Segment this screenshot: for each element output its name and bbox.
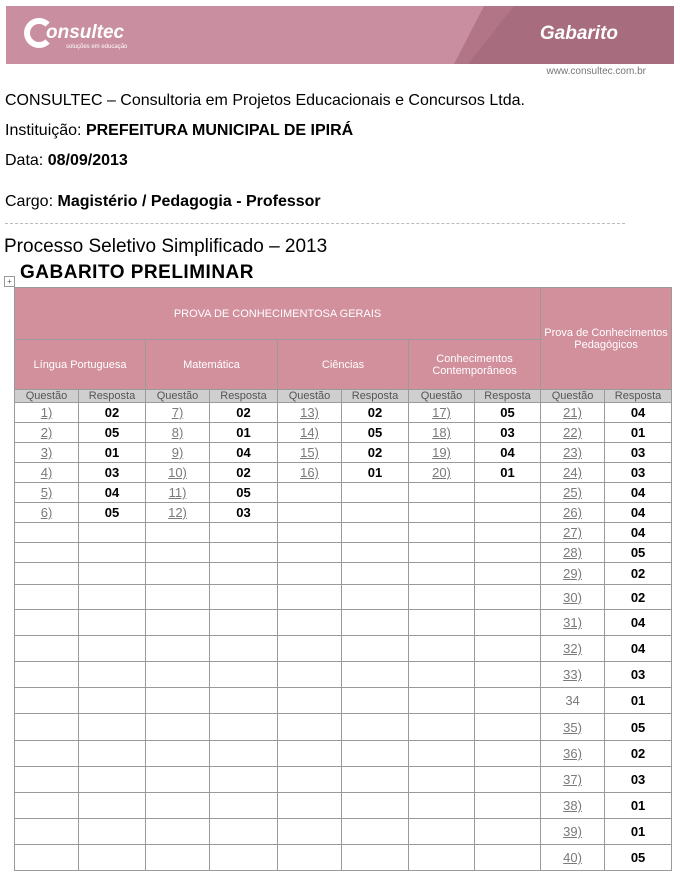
question-number — [15, 688, 79, 714]
col-question: Questão — [278, 390, 342, 403]
question-number — [409, 662, 475, 688]
question-number — [278, 523, 342, 543]
question-number — [409, 483, 475, 503]
question-number[interactable]: 20) — [409, 463, 475, 483]
question-number — [146, 819, 210, 845]
table-row — [15, 845, 672, 871]
section-mathematics: Matemática — [146, 340, 278, 390]
question-number[interactable]: 9) — [146, 443, 210, 463]
answer-value — [342, 767, 409, 793]
question-number — [278, 845, 342, 871]
question-number — [15, 610, 79, 636]
answer-value: 01 — [342, 463, 409, 483]
question-number[interactable]: 27) — [541, 523, 605, 543]
table-row — [15, 688, 672, 714]
question-number — [15, 741, 79, 767]
answer-value — [79, 523, 146, 543]
question-number — [409, 845, 475, 871]
question-number — [278, 662, 342, 688]
question-number — [409, 688, 475, 714]
answer-value — [475, 483, 541, 503]
answer-value — [475, 636, 541, 662]
answer-value: 01 — [475, 463, 541, 483]
question-number — [15, 793, 79, 819]
answer-value — [475, 741, 541, 767]
answer-value: 01 — [605, 423, 672, 443]
table-row — [15, 819, 672, 845]
question-number[interactable]: 33) — [541, 662, 605, 688]
col-question: Questão — [541, 390, 605, 403]
role-line — [5, 193, 321, 211]
question-number — [409, 503, 475, 523]
answer-value — [79, 563, 146, 585]
answer-value — [342, 563, 409, 585]
question-number — [409, 523, 475, 543]
answer-value: 05 — [210, 483, 278, 503]
answer-value — [210, 845, 278, 871]
answer-value — [342, 688, 409, 714]
role-label: Cargo: — [5, 193, 54, 210]
question-number — [15, 819, 79, 845]
question-number[interactable]: 23) — [541, 443, 605, 463]
answer-value — [475, 819, 541, 845]
question-number — [278, 503, 342, 523]
institution-label: Instituição: — [5, 122, 82, 139]
answer-value: 02 — [342, 443, 409, 463]
answer-value: 02 — [605, 741, 672, 767]
answer-value — [475, 610, 541, 636]
answer-value: 05 — [475, 403, 541, 423]
answer-value — [79, 543, 146, 563]
answer-value: 04 — [605, 503, 672, 523]
role-value: Magistério / Pedagogia - Professor — [57, 193, 321, 210]
question-number[interactable]: 29) — [541, 563, 605, 585]
table-row — [15, 662, 672, 688]
question-number[interactable]: 22) — [541, 423, 605, 443]
table-row — [15, 423, 672, 443]
answer-value — [210, 793, 278, 819]
answer-value — [210, 523, 278, 543]
answer-value: 03 — [475, 423, 541, 443]
question-number[interactable]: 6) — [15, 503, 79, 523]
table-row — [15, 543, 672, 563]
answer-value — [210, 714, 278, 741]
question-number[interactable]: 25) — [541, 483, 605, 503]
table-row — [15, 714, 672, 741]
question-number[interactable]: 40) — [541, 845, 605, 871]
question-number[interactable]: 30) — [541, 585, 605, 610]
question-number[interactable]: 18) — [409, 423, 475, 443]
question-number — [146, 662, 210, 688]
answer-value — [210, 543, 278, 563]
question-number[interactable]: 31) — [541, 610, 605, 636]
question-number[interactable]: 35) — [541, 714, 605, 741]
process-title: Processo Seletivo Simplificado – 2013 — [4, 236, 328, 257]
question-number — [278, 543, 342, 563]
question-number — [278, 563, 342, 585]
answer-value — [79, 767, 146, 793]
answer-value: 01 — [210, 423, 278, 443]
col-question: Questão — [409, 390, 475, 403]
question-number[interactable]: 21) — [541, 403, 605, 423]
col-answer: Resposta — [605, 390, 672, 403]
answer-value — [210, 819, 278, 845]
table-row — [15, 463, 672, 483]
answer-value — [342, 845, 409, 871]
question-number — [278, 688, 342, 714]
table-row — [15, 741, 672, 767]
question-number[interactable]: 14) — [278, 423, 342, 443]
answer-value — [342, 585, 409, 610]
question-number[interactable]: 19) — [409, 443, 475, 463]
answer-value: 05 — [605, 845, 672, 871]
answer-value — [475, 767, 541, 793]
table-move-handle-icon[interactable]: + — [4, 276, 15, 287]
question-number[interactable]: 34 — [541, 688, 605, 714]
answer-value — [342, 543, 409, 563]
question-number[interactable]: 3) — [15, 443, 79, 463]
question-number — [278, 819, 342, 845]
question-number — [146, 523, 210, 543]
question-number[interactable]: 12) — [146, 503, 210, 523]
question-number — [15, 543, 79, 563]
answer-value: 01 — [605, 819, 672, 845]
question-number[interactable]: 7) — [146, 403, 210, 423]
table-row — [15, 636, 672, 662]
question-number — [146, 741, 210, 767]
pedagogical-knowledge-header: Prova de Conhecimentos Pedagógicos — [541, 288, 672, 390]
table-row — [15, 563, 672, 585]
answer-value — [210, 662, 278, 688]
answer-value: 03 — [79, 463, 146, 483]
answer-key-table — [14, 287, 672, 871]
answer-value: 04 — [605, 610, 672, 636]
answer-value — [475, 585, 541, 610]
table-row — [15, 585, 672, 610]
logo-subtitle: soluções em educação — [66, 44, 128, 50]
answer-value: 04 — [605, 636, 672, 662]
answer-value — [79, 714, 146, 741]
answer-value: 04 — [475, 443, 541, 463]
answer-value — [210, 741, 278, 767]
question-number[interactable]: 15) — [278, 443, 342, 463]
question-number[interactable]: 11) — [146, 483, 210, 503]
question-number — [15, 767, 79, 793]
section-sciences: Ciências — [278, 340, 409, 390]
question-number[interactable]: 8) — [146, 423, 210, 443]
question-number[interactable]: 36) — [541, 741, 605, 767]
answer-value: 03 — [605, 767, 672, 793]
question-number — [278, 610, 342, 636]
general-knowledge-header: PROVA DE CONHECIMENTOSA GERAIS — [15, 288, 541, 340]
question-number — [409, 563, 475, 585]
question-number — [278, 636, 342, 662]
section-contemporary: Conhecimentos Contemporâneos — [409, 340, 541, 390]
question-number[interactable]: 2) — [15, 423, 79, 443]
header-banner — [6, 6, 674, 64]
answer-value — [210, 688, 278, 714]
question-number[interactable]: 5) — [15, 483, 79, 503]
table-row — [15, 523, 672, 543]
answer-value — [475, 523, 541, 543]
question-number[interactable]: 4) — [15, 463, 79, 483]
question-number[interactable]: 13) — [278, 403, 342, 423]
question-number — [278, 714, 342, 741]
answer-value — [79, 819, 146, 845]
answer-value — [342, 503, 409, 523]
answer-value — [475, 688, 541, 714]
question-number[interactable]: 16) — [278, 463, 342, 483]
answer-value — [210, 585, 278, 610]
answer-value: 03 — [605, 463, 672, 483]
question-number — [409, 636, 475, 662]
question-number[interactable]: 24) — [541, 463, 605, 483]
table-row — [15, 403, 672, 423]
answer-value — [210, 563, 278, 585]
date-value: 08/09/2013 — [47, 152, 128, 169]
answer-value: 05 — [79, 423, 146, 443]
answer-value: 05 — [342, 423, 409, 443]
question-number — [409, 714, 475, 741]
answer-value — [342, 714, 409, 741]
answer-value: 01 — [605, 793, 672, 819]
answer-value: 02 — [605, 563, 672, 585]
answer-value — [475, 793, 541, 819]
question-number — [278, 793, 342, 819]
question-number — [15, 662, 79, 688]
question-number — [15, 585, 79, 610]
divider — [5, 223, 625, 224]
question-number — [409, 741, 475, 767]
answer-value: 04 — [210, 443, 278, 463]
table-row — [15, 503, 672, 523]
institution-value: PREFEITURA MUNICIPAL DE IPIRÁ — [85, 122, 354, 139]
question-number — [15, 563, 79, 585]
company-line: CONSULTEC – Consultoria em Projetos Educacionais e Concursos Ltda. — [5, 92, 525, 109]
question-number — [409, 819, 475, 845]
answer-value: 04 — [79, 483, 146, 503]
institution-line — [5, 122, 353, 140]
question-number — [146, 563, 210, 585]
answer-value — [79, 610, 146, 636]
answer-value — [342, 483, 409, 503]
answer-value — [79, 585, 146, 610]
answer-value: 03 — [605, 662, 672, 688]
question-number — [15, 845, 79, 871]
answer-value — [342, 610, 409, 636]
question-number — [146, 793, 210, 819]
table-row — [15, 483, 672, 503]
col-answer: Resposta — [210, 390, 278, 403]
question-number[interactable]: 38) — [541, 793, 605, 819]
answer-value — [79, 741, 146, 767]
question-number — [278, 767, 342, 793]
answer-value — [79, 662, 146, 688]
question-number — [409, 585, 475, 610]
col-answer: Resposta — [342, 390, 409, 403]
question-number — [146, 636, 210, 662]
question-number[interactable]: 1) — [15, 403, 79, 423]
answer-value — [475, 662, 541, 688]
answer-value: 02 — [210, 463, 278, 483]
question-number — [15, 523, 79, 543]
answer-value — [342, 741, 409, 767]
question-number[interactable]: 26) — [541, 503, 605, 523]
answer-value — [79, 636, 146, 662]
answer-value: 05 — [605, 714, 672, 741]
answer-value: 02 — [210, 403, 278, 423]
question-number — [146, 845, 210, 871]
answer-value: 05 — [605, 543, 672, 563]
answer-value: 03 — [210, 503, 278, 523]
answer-value — [79, 845, 146, 871]
doc-title: Gabarito — [539, 23, 618, 44]
question-number — [146, 610, 210, 636]
question-number — [409, 793, 475, 819]
table-row — [15, 793, 672, 819]
answer-value — [210, 767, 278, 793]
website-url: www.consultec.com.br — [546, 66, 646, 77]
question-number — [409, 543, 475, 563]
question-number — [15, 714, 79, 741]
logo-text: onsultec — [46, 22, 125, 43]
question-number — [409, 610, 475, 636]
answer-value — [79, 688, 146, 714]
answer-value — [79, 793, 146, 819]
answer-value: 01 — [605, 688, 672, 714]
answer-value — [342, 819, 409, 845]
answer-value — [475, 563, 541, 585]
question-number[interactable]: 17) — [409, 403, 475, 423]
answer-value: 04 — [605, 483, 672, 503]
answer-value: 02 — [605, 585, 672, 610]
question-number[interactable]: 10) — [146, 463, 210, 483]
answer-value: 05 — [79, 503, 146, 523]
question-number — [146, 714, 210, 741]
answer-value — [475, 503, 541, 523]
question-number — [409, 767, 475, 793]
question-number — [146, 688, 210, 714]
question-number[interactable]: 32) — [541, 636, 605, 662]
answer-value — [210, 610, 278, 636]
question-number — [146, 767, 210, 793]
answer-value — [342, 662, 409, 688]
question-number — [278, 483, 342, 503]
answer-value — [475, 714, 541, 741]
date-label: Data: — [5, 152, 44, 169]
answer-value — [342, 636, 409, 662]
question-number — [278, 585, 342, 610]
col-question: Questão — [15, 390, 79, 403]
table-row — [15, 443, 672, 463]
answer-key-title: GABARITO PRELIMINAR — [20, 262, 254, 283]
question-number[interactable]: 28) — [541, 543, 605, 563]
answer-value: 01 — [79, 443, 146, 463]
date-line — [5, 152, 128, 170]
answer-value: 04 — [605, 523, 672, 543]
col-answer: Resposta — [79, 390, 146, 403]
col-question: Questão — [146, 390, 210, 403]
answer-value — [342, 793, 409, 819]
answer-value: 03 — [605, 443, 672, 463]
question-number[interactable]: 39) — [541, 819, 605, 845]
table-row — [15, 767, 672, 793]
answer-value: 02 — [79, 403, 146, 423]
answer-value — [342, 523, 409, 543]
question-number — [146, 585, 210, 610]
answer-value — [475, 543, 541, 563]
question-number — [278, 741, 342, 767]
question-number[interactable]: 37) — [541, 767, 605, 793]
question-number — [146, 543, 210, 563]
section-portuguese: Língua Portuguesa — [15, 340, 146, 390]
col-answer: Resposta — [475, 390, 541, 403]
answer-value: 02 — [342, 403, 409, 423]
table-row — [15, 610, 672, 636]
answer-value: 04 — [605, 403, 672, 423]
question-number — [15, 636, 79, 662]
answer-value — [210, 636, 278, 662]
answer-value — [475, 845, 541, 871]
